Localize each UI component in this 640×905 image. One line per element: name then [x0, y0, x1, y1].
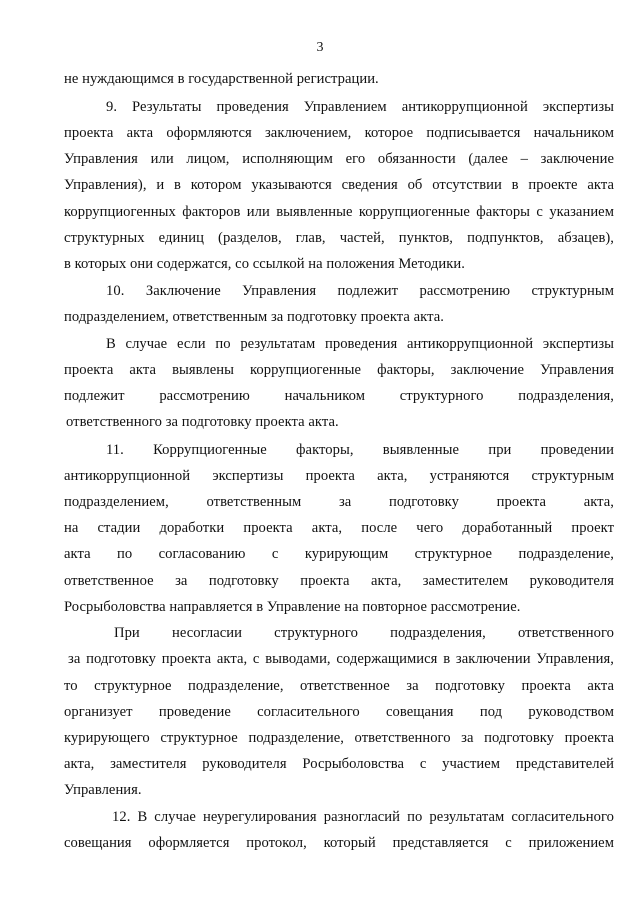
text-line: подразделением, ответственным за подготовку проекта акта.	[64, 309, 444, 325]
text-line: 12. В случае неурегулирования разногласий по результатам согласительного	[112, 809, 614, 825]
text-line: проекта акта оформляются заключением, которое подписывается начальником	[64, 125, 614, 141]
text-line: Росрыболовства направляется в Управление на повторное рассмотрение.	[64, 599, 521, 615]
text-line: Управления.	[64, 782, 142, 798]
text-line: курирующего структурное подразделение, ответственного за подготовку проекта	[64, 730, 614, 746]
text-line: совещания оформляется протокол, который представляется с приложением	[64, 835, 614, 851]
text-line: 11. Коррупциогенные факторы, выявленные при проведении	[106, 442, 614, 458]
page-number: 3	[316, 40, 324, 55]
text-line: коррупциогенных факторов или выявленные коррупциогенные факторы с указанием	[64, 204, 614, 220]
text-line: за подготовку проекта акта, с выводами, содержащимися в заключении Управления,	[68, 651, 614, 667]
text-line: акта по согласованию с курирующим структурное подразделение,	[64, 546, 614, 562]
text-line: структурных единиц (разделов, глав, частей, пунктов, подпунктов, абзацев),	[64, 230, 614, 246]
text-line: то структурное подразделение, ответственное за подготовку проекта акта	[64, 678, 614, 694]
text-line: Управления или лицом, исполняющим его обязанности (далее – заключение	[64, 151, 614, 167]
text-line: 10. Заключение Управления подлежит рассмотрению структурным	[106, 283, 614, 299]
text-line: Управления), и в котором указываются сведения об отсутствии в проекте акта	[64, 177, 614, 193]
text-line: не нуждающимся в государственной регистрации.	[64, 71, 379, 87]
text-line: подразделением, ответственным за подготовку проекта акта,	[64, 494, 614, 510]
text-line: организует проведение согласительного совещания под руководством	[64, 704, 614, 720]
text-line: ответственного за подготовку проекта акта.	[66, 414, 339, 430]
text-line: проекта акта выявлены коррупциогенные факторы, заключение Управления	[64, 362, 614, 378]
text-line: В случае если по результатам проведения антикоррупционной экспертизы	[106, 336, 614, 352]
text-line: 9. Результаты проведения Управлением антикоррупционной экспертизы	[106, 99, 614, 115]
text-line: подлежит рассмотрению начальником структурного подразделения,	[64, 388, 614, 404]
text-line: При несогласии структурного подразделения, ответственного	[114, 625, 614, 641]
text-line: ответственное за подготовку проекта акта, заместителем руководителя	[64, 573, 614, 589]
text-line: антикоррупционной экспертизы проекта акта, устраняются структурным	[64, 468, 614, 484]
text-line: на стадии доработки проекта акта, после чего доработанный проект	[64, 520, 614, 536]
text-line: акта, заместителя руководителя Росрыболовства с участием представителей	[64, 756, 614, 772]
text-line: в которых они содержатся, со ссылкой на положения Методики.	[64, 256, 465, 272]
